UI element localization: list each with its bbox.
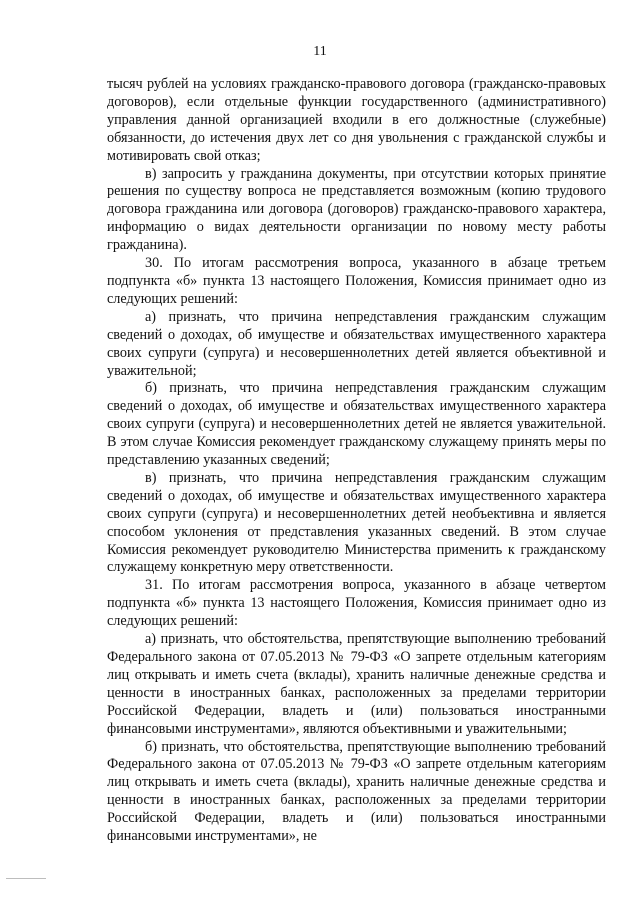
paragraph: б) признать, что причина непредставления гражданским служащим сведений о доходах, об имуществе и обязательствах имущественного характера своих супруги (супруга) и несовершеннолетних детей не является уважительной. В этом случае Комиссия рекомендует гражданскому служащему принять меры по представлению указанных сведений; bbox=[107, 380, 606, 469]
scan-artifact-line bbox=[6, 878, 46, 879]
paragraph: а) признать, что причина непредставления гражданским служащим сведений о доходах, об имуществе и обязательствах имущественного характера своих супруги (супруга) и несовершеннолетних детей является объективной и уважительной; bbox=[107, 308, 606, 379]
paragraph: а) признать, что обстоятельства, препятствующие выполнению требований Федерального закона от 07.05.2013 № 79-ФЗ «О запрете отдельным категориям лиц открывать и иметь счета (вклады), хранить наличные денежные средства и ценности в иностранных банках, расположенных за пределами территории Российской Федерации, владеть и (или) пользоваться иностранными финансовыми инструментами», являются объективными и уважительными; bbox=[107, 631, 606, 737]
document-body bbox=[107, 76, 606, 846]
paragraph: б) признать, что обстоятельства, препятствующие выполнению требований Федерального закона от 07.05.2013 № 79-ФЗ «О запрете отдельным категориям лиц открывать и иметь счета (вклады), хранить наличные денежные средства и ценности в иностранных банках, расположенных за пределами территории Российской Федерации, владеть и (или) пользоваться иностранными финансовыми инструментами», не bbox=[107, 738, 606, 845]
paragraph: 30. По итогам рассмотрения вопроса, указанного в абзаце третьем подпункта «б» пункта 13 настоящего Положения, Комиссия принимает одно из следующих решений: bbox=[107, 255, 606, 307]
page-number: 11 bbox=[313, 44, 327, 59]
paragraph: тысяч рублей на условиях гражданско-правового договора (гражданско-правовых договоров), если отдельные функции государственного (административного) управления данной организацией входили в его должностные (служебные) обязанности, до истечения двух лет со дня увольнения с гражданской службы и мотивировать свой отказ; bbox=[107, 76, 606, 164]
paragraph: в) признать, что причина непредставления гражданским служащим сведений о доходах, об имуществе и обязательствах имущественного характера своих супруги (супруга) и несовершеннолетних детей необъективна и является способом уклонения от представления указанных сведений. В этом случае Комиссия рекомендует руководителю Министерства применить к гражданскому служащему конкретную меру ответственности. bbox=[107, 469, 606, 576]
paragraph: в) запросить у гражданина документы, при отсутствии которых принятие решения по существу вопроса не представляется возможным (копию трудового договора гражданина или договора (договоров) гражданско-правового характера, информацию о видах деятельности организации по новому месту работы гражданина). bbox=[107, 165, 606, 254]
paragraph: 31. По итогам рассмотрения вопроса, указанного в абзаце четвертом подпункта «б» пункта 13 настоящего Положения, Комиссия принимает одно из следующих решений: bbox=[107, 577, 606, 630]
